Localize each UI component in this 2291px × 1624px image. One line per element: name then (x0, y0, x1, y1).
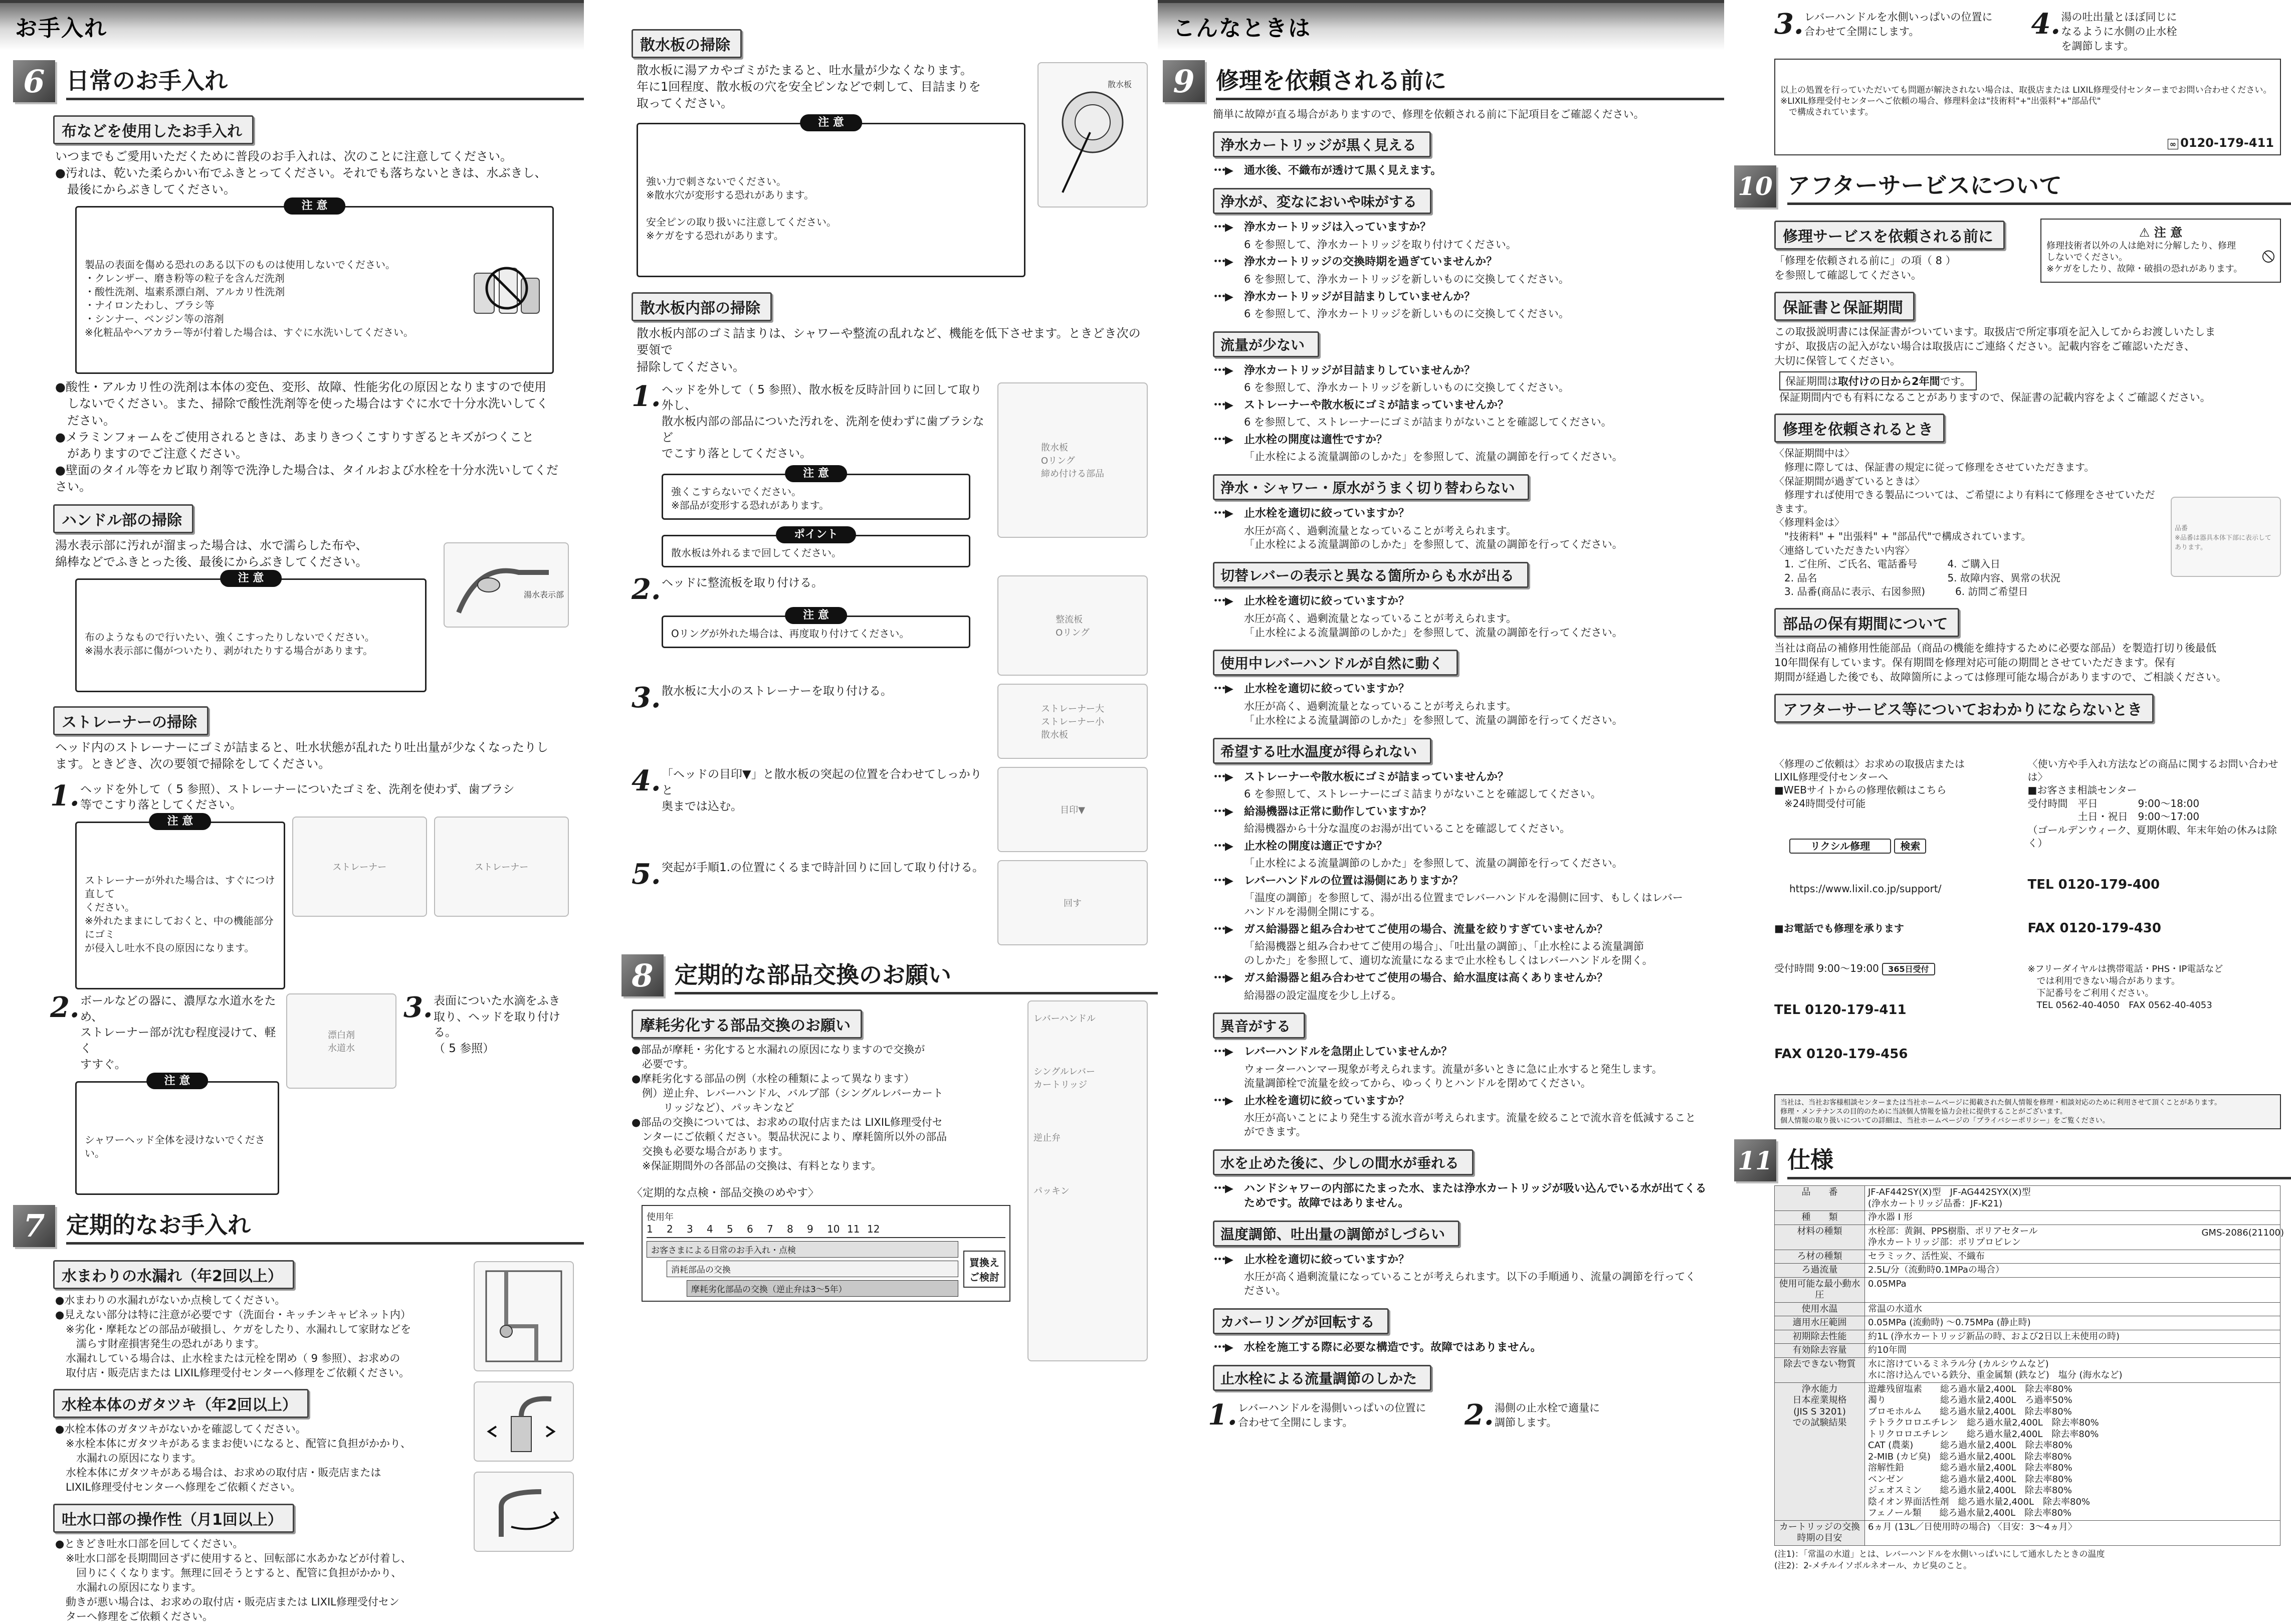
parts-text: ●部品が摩耗・劣化すると水漏れの原因になりますので交換が 必要です。 ●摩耗劣化する部品の例（水栓の種類によって異なります） 例）逆止弁、レバーハンドル、バルブ部（シングルレバーカート リッジなど）、パッキンなど ●部品の交換については、お求めの取付店または LIXIL修理受付セ ンターにご依頼ください。製品状況により、摩耗箇所以外の部品 交換も必要な場合があります。 ※保証期間外の各部品の交換は、有料となります。 (632, 1044, 947, 1172)
top-note-box (1774, 59, 2281, 155)
section-title: 日常のお手入れ (66, 63, 584, 100)
trouble-heading: 希望する吐水温度が得られない (1213, 738, 1431, 764)
trouble-heading: 止水栓による流量調節のしかた (1213, 1365, 1431, 1391)
arrow-icon: ･･･▶ (1213, 398, 1232, 412)
spec-key: 使用水温 (1775, 1302, 1865, 1316)
trouble-heading: 浄水が、変なにおいや味がする (1213, 188, 1431, 214)
spec-value: 遊離残留塩素 総ろ過水量2,400L 除去率80% 濁り 総ろ過水量2,400L ろ過率50% ブロモホルム 総ろ過水量2,400L 除去率80% テトラクロロエチレン 総ろ過水量2,400L 除去率80% トリクロロエチレン 総ろ過水量2,400L 除去率80% CAT (農薬) 総ろ過水量2,400L 除去率80% 2-MIB (カビ臭) 総ろ過水量2,400L 除去率80% 溶解性鉛 総ろ過水量2,400L 除去率80% ベンゼン 総ろ過水量2,400L 除去率80% ジェオスミン 総ろ過水量2,400L 除去率80% 陰イオン界面活性剤 総ろ過水量2,400L 除去率80% フェノール類 総ろ過水量2,400L 除去率80% (1865, 1382, 2280, 1520)
trouble-heading: 切替レバーの表示と異なる箇所からも水が出る (1213, 562, 1529, 588)
answer-text: ウォーターハンマー現象が考えられます。流量が多いときに急に止水すると発生します。 流量調節栓で流量を絞ってから、ゆっくりとハンドルを閉めてください。 (1244, 1063, 1662, 1089)
figure-label-lever: レバーハンドル (1033, 1013, 1096, 1025)
leak-text: ●水まわりの水漏れがないか点検してください。 ●見えない部分は特に注意が必要です（洗面台・キッチンキャビネット内） ※劣化・摩耗などの部品が破損し、ケガをしたり、水漏れして家財などを 濡らす財産損害発生の恐れがあります。 水漏れしている場合は、止水栓または元栓を閉め（ 9 参照）、お求めの 取付店・販売店または LIXIL修理受付センターへ修理をご依頼ください。 (55, 1294, 411, 1379)
caution-label: 注 意 (785, 465, 847, 482)
wobble-figure (474, 1381, 574, 1462)
answer-text: 水圧が高く、過剰流量となっていることが考えられます。 「止水栓による流量調節のしかた」を参照して、流量の調節を行ってください。 (1244, 612, 1623, 639)
question-text: ストレーナーや散水板にゴミが詰まっていませんか？ (1244, 770, 1509, 783)
section-7-header (0, 1206, 584, 1246)
caution-text: 強くこすらないでください。 ※部品が変形する恐れがあります。 (671, 486, 829, 512)
shower-head-pin-icon (1043, 67, 1143, 202)
wobble-text: ●水栓本体のガタツキがないかを確認してください。 ※水栓本体にガタツキがあるままお使いになると、配管に負担がかかり、 水漏れの原因になります。 水栓本体にガタツキがある場合は、お求めの取付店・販売店または LIXIL修理受付センターへ修理をご依頼ください。 (55, 1423, 411, 1494)
answer-text: 給湯機器から十分な温度のお湯が出ていることを確認してください。 (1244, 822, 1570, 835)
adjust-step-3: 3. レバーハンドルを水側いっぱいの位置に 合わせて全開にします。 (1774, 10, 2024, 54)
trouble-question (1213, 839, 1714, 854)
arrow-icon: ･･･▶ (1213, 595, 1232, 608)
detergent-bottles-icon (469, 258, 544, 318)
strainer-step-1: 1. ヘッドを外して（ 5 参照）、ストレーナーについたゴミを、洗剤を使わず、歯ブラシ 等でこすり落としてください。 (50, 782, 574, 814)
footnote-2: (注2)：2-メチルイソボルネオール、カビ臭のこと。 (1774, 1560, 1972, 1571)
schedule-row-consumable: 消耗部品の交換 (667, 1261, 958, 1277)
answer-text: 6 を参照して、浄水カートリッジを新しいものに交換してください。 (1244, 307, 1569, 320)
troubleshoot-intro: 簡単に故障が直る場合がありますので、修理を依頼される前に下記項目をご確認ください。 (1213, 108, 1644, 120)
caution-label: 注 意 (785, 607, 847, 624)
handle-text: 湯水表示部に汚れが溜まった場合は、水で濡らした布や、 綿棒などでふきとった後、最後にからぶきしてください。 (55, 538, 368, 569)
step-text: ヘッドに整流板を取り付ける。 (662, 576, 823, 590)
holiday-badge: 365日受付 (1882, 963, 1935, 975)
figure-label: 散水板 (1108, 80, 1132, 89)
answer-text: 「温度の調節」を参照して、湯が出る位置までレバーハンドルを湯側に回す、もしくはレバー ハンドルを湯側全開にする。 (1244, 892, 1683, 918)
arrow-icon: ･･･▶ (1213, 1046, 1232, 1059)
caution-label: 注 意 (800, 114, 862, 131)
caution-box-handle (75, 572, 427, 692)
arrow-icon: ･･･▶ (1213, 683, 1232, 696)
trouble-question (1213, 506, 1714, 521)
point-label: ポイント (776, 526, 856, 543)
question-text: ハンドシャワーの内部にたまった水、または浄水カートリッジが吸い込んでいる水が出てくる ためです。故障ではありません。 (1244, 1182, 1707, 1209)
column-after-service (1724, 0, 2291, 1571)
schedule-months: 1 2 3 4 5 6 7 8 9 10 11 12 (647, 1223, 1005, 1238)
plate-text: 散水板に湯アカやゴミがたまると、吐水量が少なくなります。 年に1回程度、散水板の穴を安全ピンなどで刺して、目詰まりを 取ってください。 (637, 63, 981, 111)
column-care (0, 0, 584, 1623)
spec-value: 0.05MPa (流動時) 〜0.75MPa (静止時) (1865, 1316, 2280, 1330)
search-button[interactable]: 検索 (1894, 839, 1926, 854)
privacy-note: 当社は、当社お客様相談センターまたは当社ホームページに掲載された個人情報を修理・相談対応のために利用させて頂くことがあります。 修理・メンテナンスの目的のために当該個人情報を協力会社に提供することがございます。 個人情報の取り扱いについての詳細は、当社ホームページの「プライバシーポリシー」をご覧ください。 (1774, 1094, 2281, 1130)
trouble-question (1213, 255, 1714, 269)
answer-text: 水圧が高いことにより発生する流水音が考えられます。流量を絞ることで流水音を低減することができます。 (1244, 1111, 1696, 1138)
spec-row (1775, 1211, 2280, 1225)
spec-value: 0.05MPa (1865, 1277, 2280, 1302)
schedule-title: 〈定期的な点検・部品交換のめやす〉 (632, 1187, 819, 1200)
spec-key: 有効除去容量 (1775, 1344, 1865, 1358)
spout-rotate-icon (481, 1477, 566, 1547)
arrow-icon: ･･･▶ (1213, 434, 1232, 447)
cabinet-pipes-icon (481, 1266, 566, 1366)
strainer-figure-a: ストレーナー (292, 817, 427, 917)
arrow-icon: ･･･▶ (1213, 1094, 1232, 1107)
freedial-icon: ∞ (2168, 139, 2178, 149)
arrow-icon: ･･･▶ (1213, 221, 1232, 234)
arrow-icon: ･･･▶ (1213, 1341, 1232, 1354)
warranty-period: 取付けの日から2年間 (1838, 375, 1940, 387)
warranty-period-box: 保証期間は取付けの日から2年間です。 (1779, 371, 1977, 390)
section-title: 修理を依頼される前に (1216, 63, 1724, 100)
section-number: 11 (1734, 1139, 1776, 1181)
caution-text: 強い力で刺さないでください。 ※散水穴が変形する恐れがあります。 安全ピンの取り扱いに注意してください。 ※ケガをする恐れがあります。 (646, 175, 837, 242)
section-number: 10 (1734, 165, 1776, 208)
spout-figure (474, 1472, 574, 1552)
question-text: 浄水カートリッジが目詰まりしていませんか？ (1244, 290, 1476, 303)
arrow-icon: ･･･▶ (1213, 805, 1232, 818)
spec-table (1774, 1185, 2280, 1546)
trouble-heading: 異音がする (1213, 1012, 1305, 1039)
spec-row (1775, 1302, 2280, 1316)
spec-value: 2.5L/分（流動時0.1MPaの場合） (1865, 1264, 2280, 1278)
spec-key: 除去できない物質 (1775, 1357, 1865, 1382)
strainer-figure-c: 漂白剤 水道水 (286, 993, 396, 1089)
spout-text: ●ときどき吐水口部を回してください。 ※吐水口部を長期間回さずに使用すると、回転部に水あかなどが付着し、 回りにくくなります。無理に回そうとすると、配管に負担がかかり、 水漏れの原因になります。 動きが悪い場合は、お求めの取付店・販売店または LIXIL修理受付セン ターへ修理をご依頼ください。 (55, 1538, 411, 1623)
trouble-heading: 水を止めた後に、少しの間水が垂れる (1213, 1149, 1474, 1175)
section-number: 9 (1163, 60, 1205, 102)
subhead-keep: 部品の保有期間について (1774, 608, 1959, 637)
no-disassembly-icon: ⦸ (2261, 243, 2275, 267)
section-10-header (1724, 166, 2291, 207)
spec-value: 約10年間 (1865, 1344, 2280, 1358)
subhead-leak: 水まわりの水漏れ（年2回以上） (53, 1260, 294, 1289)
section-6-header (0, 61, 584, 101)
spec-value: 浄水器 Ⅰ 形 (1865, 1211, 2280, 1225)
answer-text: 水圧が高く過剰流量になっていることが考えられます。以下の手順通り、流量の調節を行ってください。 (1244, 1271, 1696, 1297)
spec-row (1775, 1520, 2280, 1545)
point-box-inner (662, 528, 970, 567)
figure-label-packing: パッキン (1033, 1186, 1070, 1197)
section-title: 定期的なお手入れ (66, 1207, 584, 1245)
spec-value: 水に溶けているミネラル分 (カルシウムなど) 水に溶け込んでいる鉄分、重金属類 (鉄など) 塩分 (海水など) (1865, 1357, 2280, 1382)
spec-value: 約1L (浄水カートリッジ新品の時、および2日以上未使用の時) (1865, 1330, 2280, 1344)
answer-text: 6 を参照して、浄水カートリッジを取り付けてください。 (1244, 238, 1517, 251)
cloth-bullet-2: ●酸性・アルカリ性の洗剤は本体の変色、変形、故障、性能劣化の原因となりますので使用 しないでください。また、掃除で酸性洗剤等を使った場合はすぐに水で十分水洗いしてく ださい。 ●メラミンフォームをご使用されるときは、あまりきつくこすりすぎるとキズがつくこと がありますのでご注意ください。 ●壁面のタイル等をカビ取り剤等で洗浄した場合は、タイルおよび水栓を十分水洗いしてください。 (55, 380, 558, 494)
keep-text: 当社は商品の補修用性能部品（商品の機能を維持するために必要な部品）を製造打切り後最低 10年間保有しています。保有期間を修理対応可能の期間とさせていただきます。保有 期間が経過した後でも、故障箇所によっては修理可能な場合がありますので、ご相談ください。 (1774, 642, 2227, 683)
question-text: 浄水カートリッジが目詰まりしていませんか？ (1244, 364, 1476, 377)
answer-text: 「止水栓による流量調節のしかた」を参照して、流量の調節を行ってください。 (1244, 857, 1623, 870)
question-text: ガス給湯器と組み合わせてご使用の場合、給水温度は高くありませんか？ (1244, 972, 1608, 985)
inner-figure-2: 整流板 Oリング (997, 575, 1148, 676)
spec-value: 水栓部：黄銅、PPS樹脂、ポリアセタール 浄水カートリッジ部：ポリプロピレン (1865, 1225, 2280, 1250)
answer-text: 6 を参照して、浄水カートリッジを新しいものに交換してください。 (1244, 381, 1569, 394)
arrow-icon: ･･･▶ (1213, 770, 1232, 783)
adjust-step-2: 2. 湯側の止水栓で適量に 調節します。 (1465, 1401, 1714, 1430)
caution-box-plate (637, 116, 1025, 277)
trouble-question (1213, 398, 1714, 413)
section-bar-title: お手入れ (15, 16, 107, 41)
column-troubleshooting (1158, 0, 1724, 1432)
trouble-question (1213, 971, 1714, 985)
trouble-heading: 浄水・シャワー・原水がうまく切り替わらない (1213, 474, 1529, 500)
request-text: 〈保証期間中は〉 修理に際しては、保証書の規定に従って修理をさせていただきます。 〈保証期間が過ぎているときは〉 修理すれば使用できる製品については、ご希望により有料にて修理をさせていただきます。 〈修理料金は〉 "技術料" + "出張料" + "部品代"で構成されています。 〈連絡していただきたい内容〉 1. ご住所、ご氏名、電話番号 4. ご購入日 2. 品名 5. 故障内容、異常の状況 3. 品番(商品に表示、右図参照) 6. 訪問ご希望日 (1774, 447, 2155, 598)
subhead-request: 修理を依頼されるとき (1774, 414, 1945, 443)
question-text: 通水後、不織布が透けて黒く見えます。 (1244, 164, 1442, 177)
handle-figure (444, 542, 569, 628)
parts-figure (1027, 1000, 1148, 1361)
step-text: 散水板に大小のストレーナーを取り付ける。 (662, 685, 892, 698)
trouble-question (1213, 1045, 1714, 1059)
spec-value: セラミック、活性炭、不織布 (1865, 1250, 2280, 1264)
step-text: 湯側の止水栓で適量に 調節します。 (1495, 1402, 1600, 1429)
section-8-header (621, 955, 1158, 995)
repair-fax: FAX 0120-179-456 (1774, 1046, 1908, 1062)
column-care-2 (621, 0, 1158, 1295)
arrow-icon: ･･･▶ (1213, 875, 1232, 888)
section-number: 8 (621, 954, 664, 996)
subhead-handle: ハンドル部の掃除 (53, 504, 193, 533)
trouble-question (1213, 163, 1714, 178)
spec-row (1775, 1250, 2280, 1264)
caution-label: 注 意 (284, 197, 346, 215)
trouble-question (1213, 770, 1714, 784)
answer-text: 水圧が高く、過剰流量となっていることが考えられます。 「止水栓による流量調節のしかた」を参照して、流量の調節を行ってください。 (1244, 700, 1623, 726)
repair-tel: TEL 0120-179-411 (1774, 1002, 1907, 1018)
spec-row (1775, 1186, 2280, 1211)
faucet-wobble-icon (481, 1386, 566, 1457)
caution-box-inner-2 (662, 609, 970, 648)
trouble-question (1213, 1340, 1714, 1355)
question-text: レバーハンドルの位置は湯側にありますか？ (1244, 875, 1464, 888)
spec-key: 材料の種類 (1775, 1225, 1865, 1250)
subhead-cloth: 布などを使用したお手入れ (53, 115, 254, 144)
figure-label-check-valve: 逆止弁 (1033, 1133, 1061, 1144)
repair-text: 「修理を依頼される前に」の項（ 8 ） を参照して確認してください。 (1774, 254, 1956, 281)
step-text: レバーハンドルを水側いっぱいの位置に 合わせて全開にします。 (1804, 11, 1993, 38)
adjust-step-4: 4. 湯の吐出量とほぼ同じに なるように水側の止水栓 を調節します。 (2031, 10, 2281, 54)
subhead-repair: 修理サービスを依頼される前に (1774, 221, 2005, 250)
trouble-question (1213, 874, 1714, 888)
section-number: 6 (13, 60, 55, 102)
footnote-1: (注1)：「常温の水道」とは、レバーハンドルを水側いっぱいにして通水したときの温度 (1774, 1549, 2105, 1559)
caution-label: 注 意 (220, 570, 282, 587)
caution-label: 注 意 (149, 813, 212, 830)
spec-key: 種 類 (1775, 1211, 1865, 1225)
inner-step-1: 1. ヘッドを外して（ 5 参照）、散水板を反時計回りに回して取り外し、 散水板内部の部品についた汚れを、洗剤を使わずに歯ブラシなど でこすり落としてください。 (632, 382, 990, 462)
subhead-warranty: 保証書と保証期間 (1774, 292, 1915, 321)
document-code: GMS-2086(21100) (2201, 1228, 2284, 1238)
inner-figure-1: 散水板 Oリング 締め付ける部品 (997, 382, 1148, 538)
spec-value: 常温の水道水 (1865, 1302, 2280, 1316)
answer-text: 6 を参照して、ストレーナーにゴミ詰まりがないことを確認してください。 (1244, 787, 1601, 800)
trouble-question (1213, 1181, 1714, 1211)
schedule-table (642, 1205, 1010, 1302)
trouble-question (1213, 1094, 1714, 1108)
question-text: 給湯機器は正常に動作していますか？ (1244, 805, 1432, 818)
section-title: 仕様 (1787, 1142, 2291, 1179)
question-text: 止水栓の開度は適性ですか？ (1244, 434, 1388, 447)
section-bar-title: こんなときは (1173, 16, 1311, 41)
replace-consider-box: 買換え ご検討 (963, 1251, 1005, 1288)
trouble-question (1213, 220, 1714, 235)
faucet-handle-icon (449, 547, 564, 623)
inquiry-left: 〈修理のご依頼は〉お求めの取扱店または LIXIL修理受付センターへ ■WEBサイトからの修理依頼はこちら ※24時間受付可能 リクシル修理 検索 https://www.lixil.co.jp/support/ ■お電話でも修理を承ります 受付時間 9:00〜19:00 365日受付 TEL 0120-179-411 FAX 0120-179-456 (1774, 731, 2028, 1089)
spec-row (1775, 1277, 2280, 1302)
answer-text: 「止水栓による流量調節のしかた」を参照して、流量の調節を行ってください。 (1244, 451, 1623, 463)
point-text: 散水板は外れるまで回してください。 (671, 547, 842, 559)
step-text: 湯の吐出量とほぼ同じに なるように水側の止水栓 を調節します。 (2061, 11, 2177, 52)
question-text: 止水栓を適切に絞っていますか？ (1244, 595, 1410, 608)
figure-label: 湯水表示部 (524, 590, 564, 600)
section-bar-care (0, 0, 584, 50)
step-text: 表面についた水滴をふき 取り、ヘッドを取り付ける。 （ 5 参照） (434, 994, 560, 1056)
trouble-question (1213, 682, 1714, 696)
spec-row (1775, 1357, 2280, 1382)
answer-text: 水圧が高く、過剰流量となっていることが考えられます。 「止水栓による流量調節のしかた」を参照して、流量の調節を行ってください。 (1244, 524, 1623, 551)
consult-tel: TEL 0120-179-400 (2027, 877, 2160, 893)
question-text: 水栓を施工する際に必要な構造です。故障ではありません。 (1244, 1341, 1542, 1354)
spec-key: 初期除去性能 (1775, 1330, 1865, 1344)
arrow-icon: ･･･▶ (1213, 164, 1232, 177)
section-9-header (1158, 61, 1724, 101)
schedule-row-wear: 摩耗劣化部品の交換（逆止弁は3〜5年） (687, 1280, 958, 1297)
answer-text: 給湯器の設定温度を少し上げる。 (1244, 989, 1402, 1001)
question-text: 止水栓を適切に絞っていますか？ (1244, 1094, 1410, 1107)
spec-row (1775, 1382, 2280, 1520)
question-text: 止水栓を適切に絞っていますか？ (1244, 683, 1410, 696)
inner-figure-4: 目印▼ (997, 767, 1148, 852)
trouble-question (1213, 922, 1714, 937)
question-text: 浄水カートリッジは入っていますか？ (1244, 221, 1431, 234)
question-text: 止水栓を適切に絞っていますか？ (1244, 507, 1410, 520)
section-11-header (1724, 1140, 2291, 1180)
caution-text: 修理技術者以外の人は絶対に分解したり、修理 しないでください。 ※ケガをしたり、故障・破損の恐れがあります。 (2046, 240, 2243, 275)
spec-row (1775, 1330, 2280, 1344)
spec-value: 6ヵ月 (13L／日使用時の場合) 〈目安：3〜4ヵ月〉 (1865, 1520, 2280, 1545)
subhead-parts: 摩耗劣化する部品交換のお願い (632, 1009, 862, 1039)
troubleshoot-groups (1203, 121, 1724, 1394)
search-box[interactable]: リクシル修理 (1789, 839, 1891, 854)
spec-row (1775, 1316, 2280, 1330)
spec-key: 使用可能な最小動水圧 (1775, 1277, 1865, 1302)
subhead-inner: 散水板内部の掃除 (632, 292, 772, 321)
question-text: 浄水カートリッジの交換時期を過ぎていませんか？ (1244, 256, 1498, 269)
strainer-step-3: 3. 表面についた水滴をふき 取り、ヘッドを取り付ける。 （ 5 参照） (403, 993, 569, 1195)
inner-figure-3: ストレーナー大 ストレーナー小 散水板 (997, 684, 1148, 759)
step-text: ヘッドを外して（ 5 参照）、散水板を反時計回りに回して取り外し、 散水板内部の部品についた汚れを、洗剤を使わずに歯ブラシなど でこすり落としてください。 (662, 383, 984, 460)
subhead-plate: 散水板の掃除 (632, 29, 742, 58)
question-text: ガス給湯器と組み合わせてご使用の場合、流量を絞りすぎていませんか？ (1244, 923, 1608, 936)
inner-step-3: 3. 散水板に大小のストレーナーを取り付ける。 (632, 684, 990, 712)
question-text: 止水栓の開度は適正ですか？ (1244, 840, 1388, 853)
inner-step-4: 4. 「ヘッドの目印▼」と散水板の突起の位置を合わせてしっかりと 奥までは込む。 (632, 767, 990, 815)
figure-label-cartridge: シングルレバー カートリッジ (1033, 1067, 1095, 1091)
strainer-figure-b: ストレーナー (434, 817, 569, 917)
caution-box-repair (2040, 219, 2281, 283)
trouble-question (1213, 804, 1714, 819)
caution-label: 注 意 (146, 1073, 209, 1090)
warranty-text: この取扱説明書には保証書がついています。取扱店で所定事項を記入してからお渡しいたしま すが、取扱店の記入がない場合は取扱店にご連絡ください。記載内容をご確認いただき、 大切に保管してください。 (1774, 325, 2216, 367)
spec-row (1775, 1344, 2280, 1358)
step-text: 「ヘッドの目印▼」と散水板の突起の位置を合わせてしっかりと 奥までは込む。 (662, 768, 982, 813)
spec-key: カートリッジの交換時期の目安 (1775, 1520, 1865, 1545)
arrow-icon: ･･･▶ (1213, 507, 1232, 520)
spec-row (1775, 1264, 2280, 1278)
spec-key: ろ材の種類 (1775, 1250, 1865, 1264)
adjust-step-1: 1. レバーハンドルを湯側いっぱいの位置に 合わせて全開にします。 (1208, 1401, 1457, 1430)
caution-box-strainer-1 (75, 815, 285, 989)
caution-box-inner-1 (662, 467, 970, 520)
cloth-intro: いつまでもご愛用いただくために普段のお手入れは、次のことに注意してください。 (55, 149, 512, 163)
section-title: 定期的な部品交換のお願い (675, 957, 1158, 994)
request-figure: 品番 ※品番は器具本体下部に表示してあります。 (2171, 497, 2281, 577)
answer-text: 「給湯機器と組み合わせてご使用の場合」、「吐出量の調節」、「止水栓による流量調節 のしかた」を参照して、適切な流量になるまで止水栓もしくはレバーハンドルを開く。 (1244, 940, 1653, 967)
consult-fax: FAX 0120-179-430 (2027, 921, 2161, 936)
subhead-spout: 吐水口部の操作性（月1回以上） (53, 1504, 294, 1533)
question-text: ストレーナーや散水板にゴミが詰まっていませんか？ (1244, 398, 1509, 412)
arrow-icon: ･･･▶ (1213, 290, 1232, 303)
inquiry-block (1774, 731, 2281, 1089)
inquiry-right: 〈使い方や手入れ方法などの商品に関するお問い合わせは〉 ■お客さま相談センター 受付時間 平日 9:00〜18:00 土日・祝日 9:00〜17:00 （ゴールデンウィーク、夏期休暇、年末年始の休みは除く） TEL 0120-179-400 FAX 0120-179-430 ※フリーダイヤルは携帯電話・PHS・IP電話など では利用できない場合があります。 下記番号をご利用ください。 TEL 0562-40-4050 FAX 0562-40-4053 (2028, 731, 2281, 1089)
plate-figure (1037, 62, 1148, 208)
caution-text: 布のようなもので行いたい、強くこすったりしないでください。 ※湯水表示部に傷がついたり、剥がれたりする場合があります。 (85, 631, 375, 657)
answer-text: 6 を参照して、浄水カートリッジを新しいものに交換してください。 (1244, 273, 1569, 285)
schedule-period-label: 使用年 (647, 1212, 674, 1223)
warranty-text-2: 保証期間内でも有料になることがありますので、保証書の記載内容をよくご確認ください。 (1779, 391, 2211, 403)
cloth-bullet-1: ●汚れは、乾いた柔らかい布でふきとってください。それでも落ちないときは、水ぶきし、 最後にからぶきしてください。 (55, 166, 547, 197)
spec-key: 適用水圧範囲 (1775, 1316, 1865, 1330)
arrow-icon: ･･･▶ (1213, 840, 1232, 853)
step-text: ヘッドを外して（ 5 参照）、ストレーナーについたゴミを、洗剤を使わず、歯ブラシ 等でこすり落としてください。 (80, 782, 515, 812)
inner-figure-5: 回す (997, 860, 1148, 945)
schedule-row-daily: お客さまによる日常のお手入れ・点検 (647, 1241, 958, 1258)
trouble-question (1213, 1253, 1714, 1267)
caution-label: 注 意 (2154, 225, 2183, 240)
trouble-question (1213, 290, 1714, 304)
question-text: レバーハンドルを急閉止していませんか？ (1244, 1046, 1452, 1059)
step-text: レバーハンドルを湯側いっぱいの位置に 合わせて全開にします。 (1238, 1402, 1426, 1429)
inner-step-2: 2. ヘッドに整流板を取り付ける。 (632, 575, 990, 603)
strainer-step-2: 2. ボールなどの器に、濃厚な水道水をため、 ストレーナー部が沈む程度浸けて、軽く すすぐ。 (50, 993, 279, 1073)
spec-key: 品 番 (1775, 1186, 1865, 1211)
subhead-inquiry: アフターサービス等についておわかりにならないとき (1774, 694, 2154, 723)
caution-text: 製品の表面を傷める恐れのある以下のものは使用しないでください。 ・クレンザー、磨き粉等の粒子を含んだ洗剤 ・酸性洗剤、塩素系漂白剤、アルカリ性洗剤 ・ナイロンたわし、ブラシ等 ・シンナー、ベンジン等の溶剤 ※化粧品やヘアカラー等が付着した場合は、すぐに水洗いしてください。 (85, 259, 413, 339)
trouble-heading: カバーリングが回転する (1213, 1308, 1389, 1334)
inner-step-5: 5. 突起が手順1.の位置にくるまで時計回りに回して取り付ける。 (632, 860, 990, 888)
answer-text: 6 を参照して、ストレーナーにゴミが詰まりがないことを確認してください。 (1244, 416, 1612, 429)
arrow-icon: ･･･▶ (1213, 364, 1232, 377)
caution-text: シャワーヘッド全体を浸けないでください。 (85, 1133, 265, 1159)
arrow-icon: ･･･▶ (1213, 923, 1232, 936)
inner-text: 散水板内部のゴミ詰まりは、シャワーや整流の乱れなど、機能を低下させます。ときどき次の要領で 掃除してください。 (637, 326, 1141, 374)
trouble-question (1213, 594, 1714, 608)
top-tel: 0120-179-411 (2180, 136, 2274, 150)
support-url[interactable]: https://www.lixil.co.jp/support/ (1789, 883, 1942, 895)
cabinet-figure (474, 1261, 574, 1371)
trouble-heading: 使用中レバーハンドルが自然に動く (1213, 650, 1458, 676)
strainer-text: ヘッド内のストレーナーにゴミが詰まると、吐水状態が乱れたり吐出量が少なくなったりし ます。ときどき、次の要領で掃除をしてください。 (55, 740, 548, 771)
question-text: 止水栓を適切に絞っていますか？ (1244, 1254, 1410, 1267)
arrow-icon: ･･･▶ (1213, 1182, 1232, 1195)
step-text: ボールなどの器に、濃厚な水道水をため、 ストレーナー部が沈む程度浸けて、軽く すすぐ。 (80, 994, 276, 1071)
trouble-question (1213, 433, 1714, 447)
spec-value: JF-AF442SY(X)型 JF-AG442SYX(X)型 (浄水カートリッジ品番：JF-K21) (1865, 1186, 2280, 1211)
caution-box-cloth (75, 199, 554, 374)
trouble-heading: 流量が少ない (1213, 331, 1319, 357)
warning-triangle-icon: ⚠ (2139, 225, 2150, 240)
caution-box-strainer-2 (75, 1074, 279, 1195)
caution-text: ストレーナーが外れた場合は、すぐにつけ直して ください。 ※外れたままにしておくと、中の機能部分にゴミ が侵入し吐水不良の原因になります。 (85, 874, 275, 954)
arrow-icon: ･･･▶ (1213, 256, 1232, 269)
arrow-icon: ･･･▶ (1213, 1254, 1232, 1267)
step-text: 突起が手順1.の位置にくるまで時計回りに回して取り付ける。 (662, 861, 984, 875)
section-number: 7 (13, 1205, 55, 1247)
subhead-strainer: ストレーナーの掃除 (53, 706, 209, 735)
arrow-icon: ･･･▶ (1213, 972, 1232, 985)
section-bar-trouble (1158, 0, 1724, 50)
spec-key: ろ過流量 (1775, 1264, 1865, 1278)
section-title: アフターサービスについて (1787, 167, 2291, 205)
caution-text: Oリングが外れた場合は、再度取り付けてください。 (671, 628, 910, 640)
trouble-heading: 浄水カートリッジが黒く見える (1213, 131, 1431, 157)
trouble-heading: 温度調節、吐出量の調節がしづらい (1213, 1221, 1460, 1247)
top-note-text: 以上の処置を行っていただいても問題が解決されない場合は、取扱店または LIXIL修理受付センターまでお問い合わせください。 ※LIXIL修理受付センターへご依頼の場合、修理料金は"技術料"+"出張料"+"部品代" で構成されています。 (1780, 85, 2272, 118)
subhead-wobble: 水栓本体のガタツキ（年2回以上） (53, 1389, 309, 1418)
spec-key: 浄水能力 日本産業規格 (JIS S 3201) での試験結果 (1775, 1382, 1865, 1520)
trouble-question (1213, 363, 1714, 378)
